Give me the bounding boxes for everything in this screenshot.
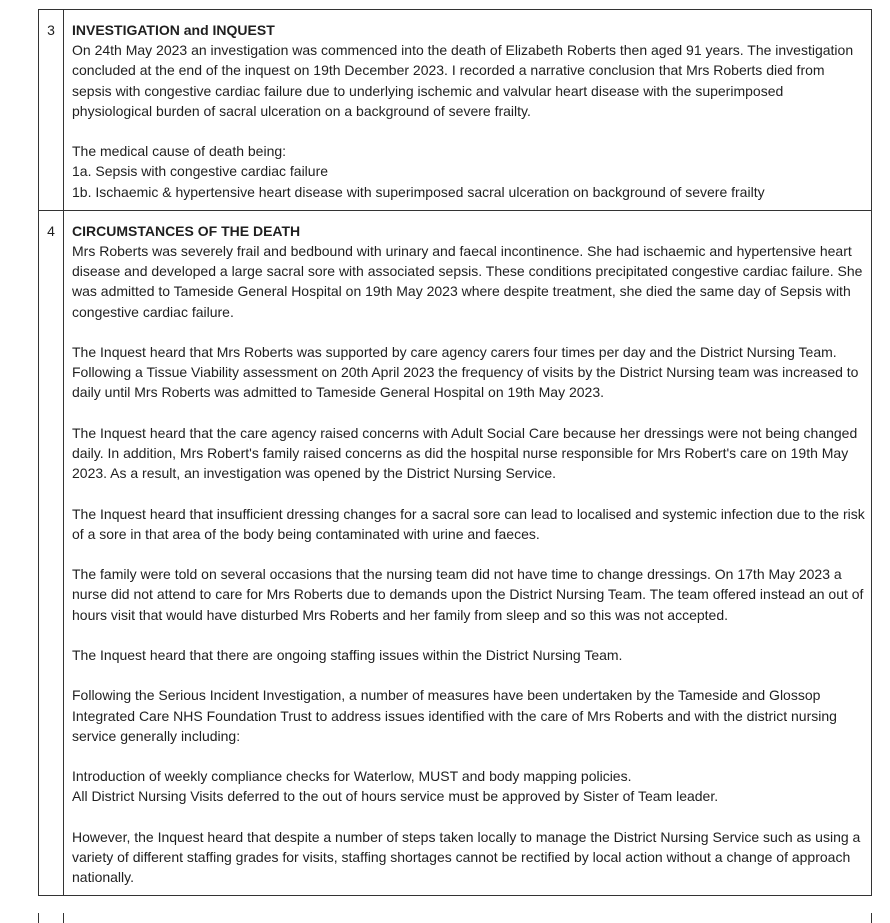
paragraph: Mrs Roberts was severely frail and bedbound with urinary and faecal incontinence. She had ischaemic and hypertensive heart disease and developed a large sacral sore with associated sepsis. These conditions precipitated congestive cardiac failure. She was admitted to Tameside General Hospital on 19th May 2023 where despite treatment, she died the same day of Sepsis with congestive cardiac failure. <box>72 243 863 320</box>
section-body <box>64 210 872 896</box>
paragraph-gap <box>72 807 867 827</box>
paragraph: Following the Serious Incident Investigation, a number of measures have been undertaken by the Tameside and Glossop Integrated Care NHS Foundation Trust to address issues identified with the care of Mrs Roberts and with the district nursing service generally including: <box>72 687 837 744</box>
paragraph: On 24th May 2023 an investigation was commenced into the death of Elizabeth Roberts then aged 91 years. The investigation concluded at the end of the inquest on 19th December 2023. I recorded a narrative conclusion that Mrs Roberts died from sepsis with congestive cardiac failure due to underlying ischemic and valvular heart disease with the superimposed physiological burden of sacral ulceration on a background of severe frailty. <box>72 42 854 119</box>
paragraph: The medical cause of death being: <box>72 143 287 160</box>
paragraph: All District Nursing Visits deferred to the out of hours service must be approved by Sister of Team leader. <box>72 788 719 805</box>
next-row-border-right <box>871 913 872 923</box>
report-table <box>38 9 872 896</box>
paragraph-gap <box>72 403 867 423</box>
paragraph-gap <box>72 746 867 766</box>
paragraph: The Inquest heard that Mrs Roberts was supported by care agency carers four times per day and the District Nursing Team. Following a Tissue Viability assessment on 20th April 2023 the frequency of visits by the District Nursing team was increased to daily until Mrs Roberts was admitted to Tameside General Hospital on 19th May 2023. <box>72 344 859 401</box>
section-row-investigation <box>39 10 872 211</box>
section-number: 4 <box>39 210 64 896</box>
paragraph: The family were told on several occasions that the nursing team did not have time to change dressings. On 17th May 2023 a nurse did not attend to care for Mrs Roberts due to demands upon the District Nursing Team. The team offered instead an out of hours visit that would have disturbed Mrs Roberts and her family from sleep and so this was not accepted. <box>72 566 864 623</box>
next-row-border-left <box>38 913 39 923</box>
paragraph: The Inquest heard that there are ongoing staffing issues within the District Nursing Team. <box>72 647 623 663</box>
paragraph-gap <box>72 483 867 503</box>
paragraph: The Inquest heard that the care agency raised concerns with Adult Social Care because her dressings were not being changed daily. In addition, Mrs Robert's family raised concerns as did the hospital nurse responsible for Mrs Robert's care on 19th May 2023. As a result, an investigation was opened by the District Nursing Service. <box>72 424 858 482</box>
paragraph-gap <box>72 544 867 564</box>
section-title: INVESTIGATION and INQUEST <box>72 22 275 38</box>
section-title: CIRCUMSTANCES OF THE DEATH <box>72 222 301 239</box>
section-body <box>64 10 872 211</box>
paragraph: Introduction of weekly compliance checks for Waterlow, MUST and body mapping policies. <box>72 768 632 785</box>
paragraph-gap <box>72 665 867 685</box>
paragraph-gap <box>72 625 867 645</box>
paragraph-gap <box>72 121 867 141</box>
paragraph: 1a. Sepsis with congestive cardiac failure <box>72 163 329 180</box>
paragraph: However, the Inquest heard that despite a number of steps taken locally to manage the District Nursing Service such as using a variety of different staffing grades for visits, staffing shortages cannot be rectified by local action without a change of approach nationally. <box>72 828 861 886</box>
next-row-border-mid <box>63 913 64 923</box>
paragraph: 1b. Ischaemic & hypertensive heart disease with superimposed sacral ulceration on background of severe frailty <box>72 183 765 200</box>
section-number: 3 <box>39 10 64 211</box>
section-row-circumstances <box>39 210 872 896</box>
paragraph-gap <box>72 322 867 342</box>
paragraph: The Inquest heard that insufficient dressing changes for a sacral sore can lead to localised and systemic infection due to the risk of a sore in that area of the body being contaminated with urine and faeces. <box>72 505 865 542</box>
